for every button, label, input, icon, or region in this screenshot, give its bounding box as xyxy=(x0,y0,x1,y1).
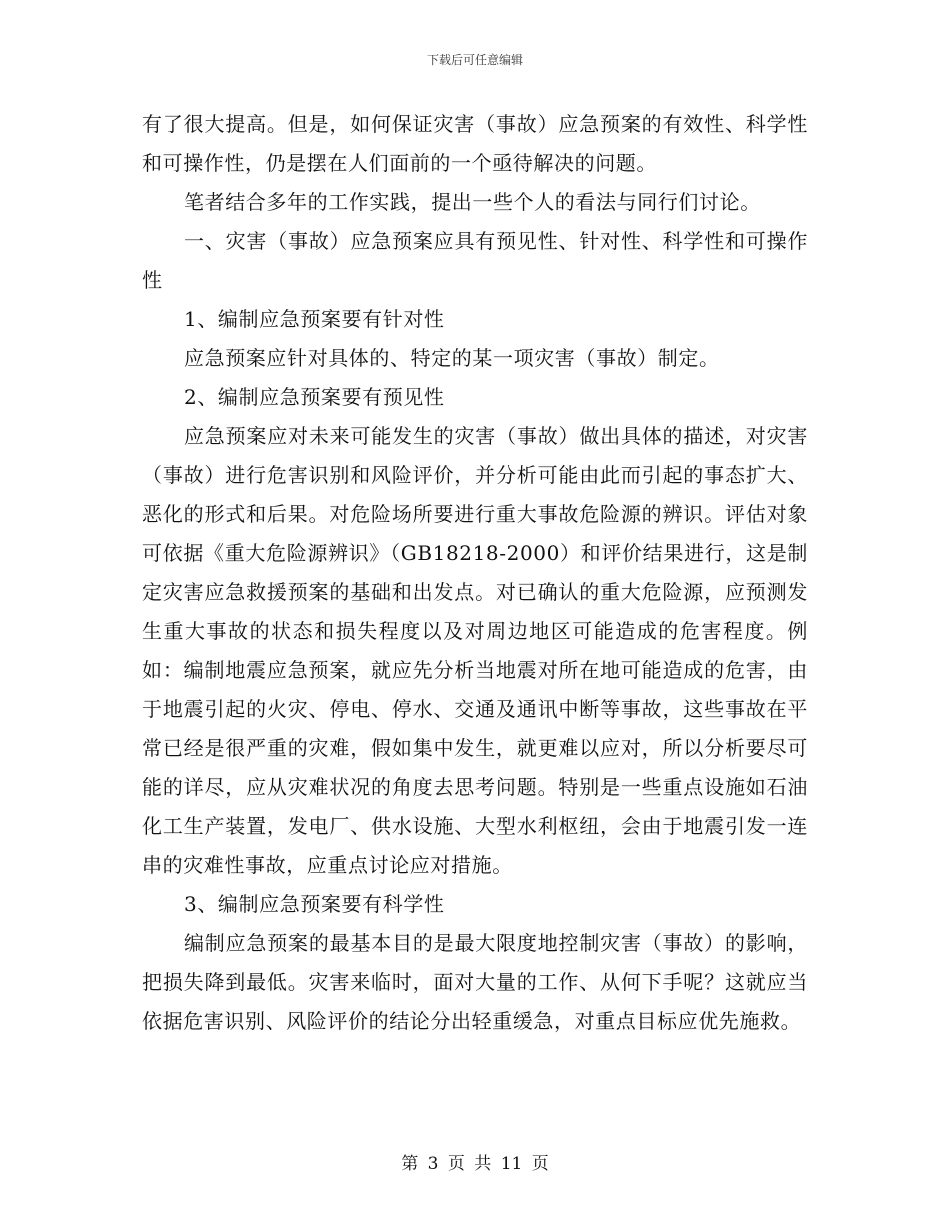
section-heading-1: 一、灾害（事故）应急预案应具有预见性、针对性、科学性和可操作性 xyxy=(142,229,808,292)
paragraph-scientific: 编制应急预案的最基本目的是最大限度地控制灾害（事故）的影响，把损失降到最低。灾害来临时，面对大量的工作、从何下手呢？这就应当依据危害识别、风险评价的结论分出轻重缓急，对重点目标应优先施救。 xyxy=(142,931,808,1033)
subheading-1: 1、编制应急预案要有针对性 xyxy=(184,307,445,331)
paragraph-continuation: 有了很大提高。但是，如何保证灾害（事故）应急预案的有效性、科学性和可操作性，仍是摆在人们面前的一个亟待解决的问题。 xyxy=(142,112,808,175)
body-text xyxy=(142,105,808,1041)
header-note: 下载后可任意编辑 xyxy=(426,53,523,67)
subheading-2: 2、编制应急预案要有预见性 xyxy=(184,385,445,409)
paragraph-targeted: 应急预案应针对具体的、特定的某一项灾害（事故）制定。 xyxy=(184,346,720,370)
page-number: 第 3 页 共 11 页 xyxy=(401,1154,549,1174)
paragraph-foresight: 应急预案应对未来可能发生的灾害（事故）做出具体的描述，对灾害（事故）进行危害识别和风险评价，并分析可能由此而引起的事态扩大、恶化的形式和后果。对危险场所要进行重大事故危险源的辨识。评估对象可依据《重大危险源辨识》（GB18218-2000）和评价结果进行，这是制定灾害应急救援预案的基础和出发点。对已确认的重大危险源，应预测发生重大事故的状态和损失程度以及对周边地区可能造成的危害程度。例如：编制地震应急预案，就应先分析当地震对所在地可能造成的危害，由于地震引起的火灾、停电、停水、交通及通讯中断等事故，这些事故在平常已经是很严重的灾难，假如集中发生，就更难以应对，所以分析要尽可能的详尽，应从灾难状况的角度去思考问题。特别是一些重点设施如石油化工生产装置，发电厂、供水设施、大型水利枢纽，会由于地震引发一连串的灾难性事故，应重点讨论应对措施。 xyxy=(142,424,808,877)
paragraph-intro: 笔者结合多年的工作实践，提出一些个人的看法与同行们讨论。 xyxy=(184,190,761,214)
subheading-3: 3、编制应急预案要有科学性 xyxy=(184,892,445,916)
